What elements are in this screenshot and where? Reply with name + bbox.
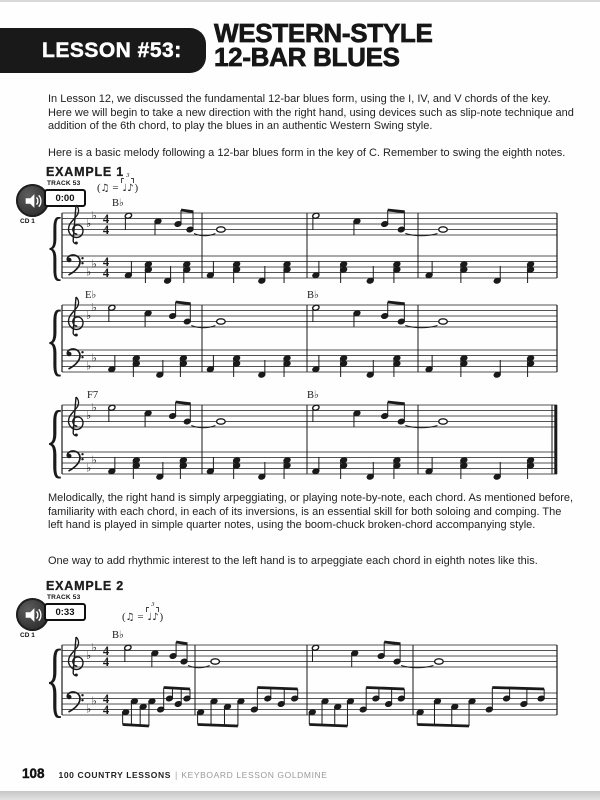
svg-text:♭: ♭	[91, 300, 97, 314]
svg-text:4: 4	[102, 223, 110, 237]
svg-text:B♭: B♭	[307, 390, 319, 401]
paragraph-melody: Here is a basic melody following a 12-bar blues form in the key of C. Remember to swing the eighth notes.	[48, 147, 566, 159]
track-number-label: TRACK 53	[47, 594, 81, 601]
svg-text:{: {	[45, 393, 65, 486]
svg-text:F7: F7	[87, 390, 99, 401]
svg-text:♭: ♭	[91, 640, 97, 654]
svg-text:♭: ♭	[91, 351, 97, 365]
svg-text:♭: ♭	[91, 257, 97, 271]
lesson-banner	[0, 28, 206, 73]
example-2-heading: EXAMPLE 2	[46, 579, 125, 593]
svg-text:4: 4	[102, 266, 110, 280]
eighth-pair-glyph: ♫	[125, 612, 135, 623]
footer-separator: |	[175, 770, 178, 780]
track-number-label: TRACK 53	[47, 180, 81, 187]
eighth-pair-glyph: ♫	[100, 183, 110, 194]
swing-marking-1: (♫ = 3 ♩♪)	[97, 172, 139, 194]
tuplet-number: 3	[151, 601, 155, 608]
svg-text:♭: ♭	[91, 400, 97, 414]
swing-marking-2: (♫ = 3 ♩♪)	[122, 601, 164, 623]
svg-text:{: {	[46, 202, 64, 289]
svg-text:♭: ♭	[86, 265, 92, 279]
svg-text:♭: ♭	[86, 359, 92, 373]
svg-text:♭: ♭	[86, 702, 92, 716]
example-1-heading: EXAMPLE 1	[46, 165, 125, 179]
svg-text:4: 4	[102, 254, 110, 269]
track-time-2: 0:33	[44, 603, 86, 621]
series-title: KEYBOARD LESSON GOLDMINE	[181, 770, 328, 780]
svg-text:♭: ♭	[91, 208, 97, 222]
svg-text:B♭: B♭	[112, 630, 124, 641]
page-top-edge	[0, 0, 600, 2]
svg-text:{: {	[45, 293, 65, 384]
svg-text:B♭: B♭	[112, 198, 124, 209]
paragraph-intro: In Lesson 12, we discussed the fundamental 12-bar blues form, using the I, IV, and V chords of the key. Here we will begin to take a new direction with the right hand, using devices such as slip-note technique and addition of the 6th chord, to play the blues in an authentic Western Swing style.	[48, 93, 574, 133]
paragraph-analysis: Melodically, the right hand is simply arpeggiating, or playing note-by-note, each chord. As mentioned before, familiarity with each chord, in each of its inversions, is an essential skill for both soloing and comping. The left hand is played in simple quarter notes, using the boom-chuck broken-chord accompanying style.	[48, 492, 574, 532]
svg-text:4: 4	[102, 703, 110, 717]
track-time-1: 0:00	[44, 189, 86, 207]
svg-text:♭: ♭	[91, 694, 97, 708]
lesson-number-label: LESSON #53:	[42, 38, 182, 62]
cd-label: CD 1	[20, 218, 35, 225]
svg-text:♭: ♭	[86, 649, 92, 662]
svg-text:{: {	[45, 634, 65, 726]
paragraph-variation: One way to add rhythmic interest to the left hand is to arpeggiate each chord in eighth notes like this.	[48, 555, 538, 567]
book-title: 100 COUNTRY LESSONS	[58, 770, 172, 780]
svg-text:4: 4	[102, 643, 110, 658]
svg-text:B♭: B♭	[307, 290, 319, 301]
sheet-music-example-1	[40, 192, 564, 492]
svg-text:E♭: E♭	[85, 290, 97, 301]
tuplet-number: 3	[126, 172, 130, 179]
svg-text:♭: ♭	[86, 309, 92, 322]
svg-text:4: 4	[102, 691, 110, 706]
cd-label: CD 1	[20, 632, 35, 639]
lesson-title	[214, 18, 433, 72]
quarter-eighth-glyph: ♩♪	[147, 612, 159, 623]
svg-text:♭: ♭	[86, 217, 92, 230]
svg-text:♭: ♭	[86, 409, 92, 422]
page-bottom-edge	[0, 791, 600, 800]
sheet-music-example-2	[40, 628, 564, 763]
page-footer	[22, 766, 328, 781]
svg-text:4: 4	[102, 211, 110, 226]
quarter-eighth-glyph: ♩♪	[122, 183, 134, 194]
lesson-title-line2: 12-BAR BLUES	[214, 42, 400, 72]
svg-text:♭: ♭	[91, 453, 97, 467]
page-number: 108	[22, 766, 45, 781]
svg-text:♭: ♭	[86, 461, 92, 475]
lesson-title-line1: WESTERN-STYLE	[214, 18, 433, 48]
svg-text:4: 4	[102, 655, 110, 669]
